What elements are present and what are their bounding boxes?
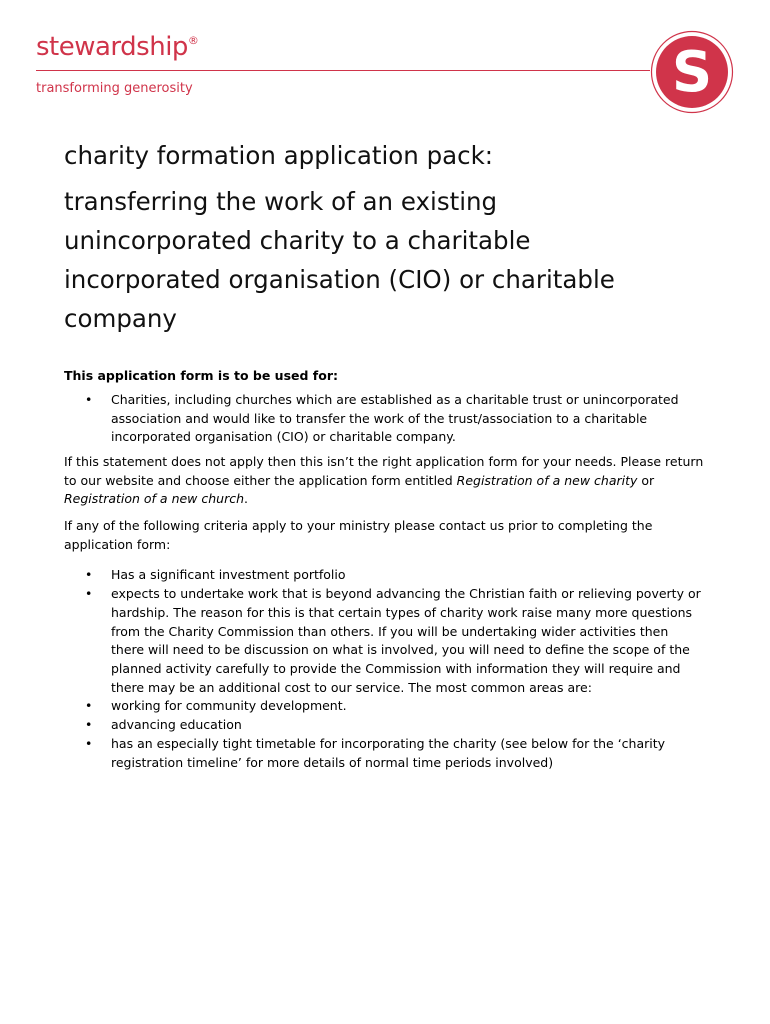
logo-letter: S — [671, 40, 713, 105]
bullet: • — [85, 586, 93, 602]
list-item — [64, 585, 704, 697]
bullet: • — [85, 698, 93, 714]
brand-name: stewardship — [36, 32, 188, 62]
page-title: charity formation application pack: — [64, 141, 494, 170]
form-link-new-charity[interactable]: Registration of a new charity — [456, 472, 638, 488]
brand-tagline: transforming generosity — [36, 81, 193, 96]
brand-wordmark — [36, 34, 198, 60]
list-item-text: has an especially tight timetable for incorporating the charity (see below for the ‘charity registration timeline’ for more details of normal time periods involved) — [111, 735, 666, 770]
main-content — [64, 140, 704, 772]
page-header — [0, 0, 770, 120]
header-rule — [36, 70, 650, 71]
list-item-text: expects to undertake work that is beyond advancing the Christian faith or relieving poverty or hardship. The reason for this is that certain types of charity work raise many more questions from the Charity Commission than others. If you will be undertaking wider activities then there will need to be discussion on what is involved, you will need to define the scope of the planned activity carefully to provide the Commission with information they will require and there may be an additional cost to our service. The most common areas are: — [111, 586, 701, 695]
subtitle-line: incorporated organisation (CIO) or charitable — [64, 264, 615, 294]
list-item-text: advancing education — [111, 717, 242, 733]
bullet: • — [85, 717, 93, 733]
list-item — [64, 391, 704, 447]
usage-list — [64, 391, 704, 447]
page-subtitle — [64, 182, 704, 338]
list-item-text: Charities, including churches which are established as a charitable trust or unincorporated association and would like to transfer the work of the trust/association to a charitable incorporated organisation (CIO) or charitable company. — [111, 391, 679, 445]
bullet: • — [85, 391, 93, 407]
usage-heading: This application form is to be used for: — [64, 367, 338, 383]
bullet: • — [85, 567, 93, 583]
criteria-list — [64, 566, 704, 772]
subtitle-line: company — [64, 303, 177, 333]
registered-mark: ® — [187, 34, 199, 47]
notice-paragraph — [64, 453, 704, 509]
form-link-new-church[interactable]: Registration of a new church — [64, 491, 245, 507]
stewardship-logo-icon — [650, 30, 734, 114]
list-item — [64, 697, 704, 716]
criteria-intro: If any of the following criteria apply to your ministry please contact us prior to completing the application form: — [64, 518, 653, 552]
list-item-text: Has a significant investment portfolio — [111, 567, 346, 583]
subtitle-line: transferring the work of an existing — [64, 186, 498, 216]
notice-text: If this statement does not apply then this isn’t the right application form for your needs. Please return to our website and choose either the application form entitled — [64, 453, 704, 488]
bullet: • — [85, 735, 93, 751]
list-item — [64, 716, 704, 735]
list-item — [64, 566, 704, 585]
notice-end: . — [244, 491, 249, 507]
list-item — [64, 735, 704, 772]
notice-or: or — [637, 472, 655, 488]
subtitle-line: unincorporated charity to a charitable — [64, 225, 531, 255]
list-item-text: working for community development. — [111, 698, 347, 714]
